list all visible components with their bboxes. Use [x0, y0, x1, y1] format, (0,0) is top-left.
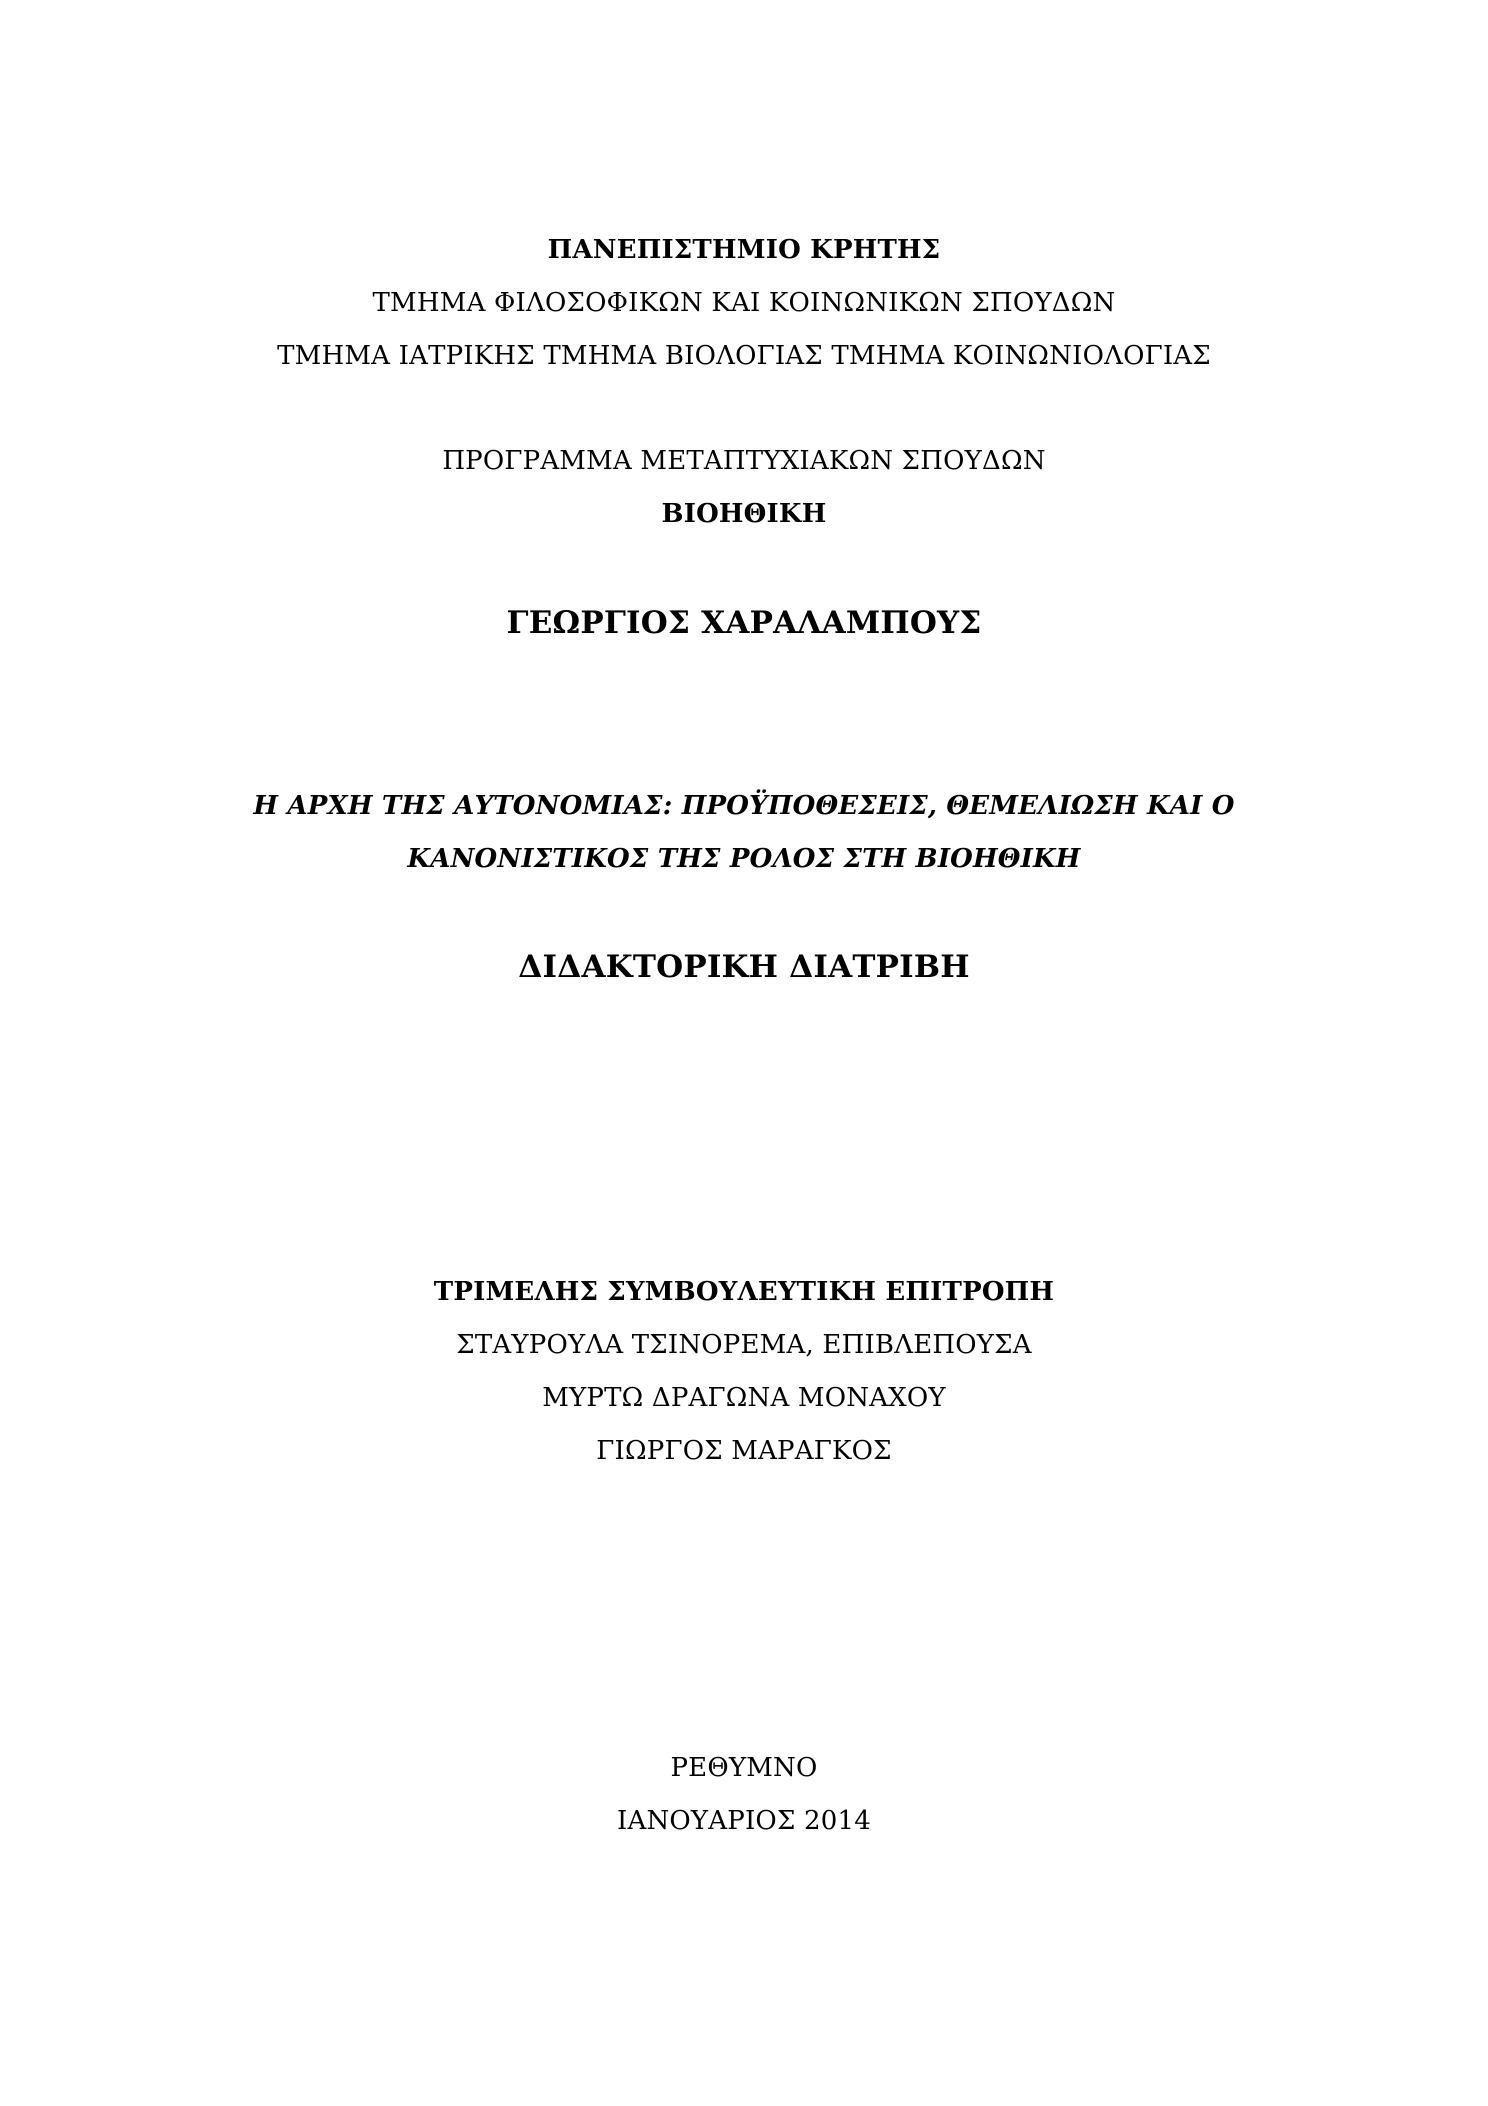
date: ΙΑΝΟΥΑΡΙΟΣ 2014: [617, 1806, 871, 1836]
thesis-title-line-2: ΚΑΝΟΝΙΣΤΙΚΟΣ ΤΗΣ ΡΟΛΟΣ ΣΤΗ ΒΙΟΗΘΙΚΗ: [407, 844, 1081, 874]
committee-member: ΜΥΡΤΩ ΔΡΑΓΩΝΑ ΜΟΝΑΧΟΥ: [542, 1383, 946, 1413]
committee-member: ΣΤΑΥΡΟΥΛΑ ΤΣΙΝΟΡΕΜΑ, ΕΠΙΒΛΕΠΟΥΣΑ: [456, 1330, 1032, 1360]
departments-medicine-biology-sociology: ΤΜΗΜΑ ΙΑΤΡΙΚΗΣ ΤΜΗΜΑ ΒΙΟΛΟΓΙΑΣ ΤΜΗΜΑ ΚΟΙΝΩΝΙΟΛΟΓΙΑΣ: [277, 341, 1211, 371]
committee-member: ΓΙΩΡΓΟΣ ΜΑΡΑΓΚΟΣ: [596, 1436, 892, 1466]
university-name: ΠΑΝΕΠΙΣΤΗΜΙΟ ΚΡΗΤΗΣ: [547, 235, 941, 265]
city: ΡΕΘΥΜΝΟ: [670, 1753, 818, 1783]
program-field: ΒΙΟΗΘΙΚΗ: [661, 499, 827, 529]
department-philosophy: ΤΜΗΜΑ ΦΙΛΟΣΟΦΙΚΩΝ ΚΑΙ ΚΟΙΝΩΝΙΚΩΝ ΣΠΟΥΔΩΝ: [372, 288, 1116, 318]
author-name: ΓΕΩΡΓΙΟΣ ΧΑΡΑΛΑΜΠΟΥΣ: [506, 605, 982, 641]
program-name: ΠΡΟΓΡΑΜΜΑ ΜΕΤΑΠΤΥΧΙΑΚΩΝ ΣΠΟΥΔΩΝ: [442, 446, 1046, 476]
thesis-type: ΔΙΔΑΚΤΟΡΙΚΗ ΔΙΑΤΡΙΒΗ: [518, 949, 970, 985]
committee-heading: ΤΡΙΜΕΛΗΣ ΣΥΜΒΟΥΛΕΥΤΙΚΗ ΕΠΙΤΡΟΠΗ: [433, 1277, 1055, 1307]
thesis-title-line-1: Η ΑΡΧΗ ΤΗΣ ΑΥΤΟΝΟΜΙΑΣ: ΠΡΟΫΠΟΘΕΣΕΙΣ, ΘΕΜΕΛΙΩΣΗ ΚΑΙ Ο: [253, 791, 1235, 821]
